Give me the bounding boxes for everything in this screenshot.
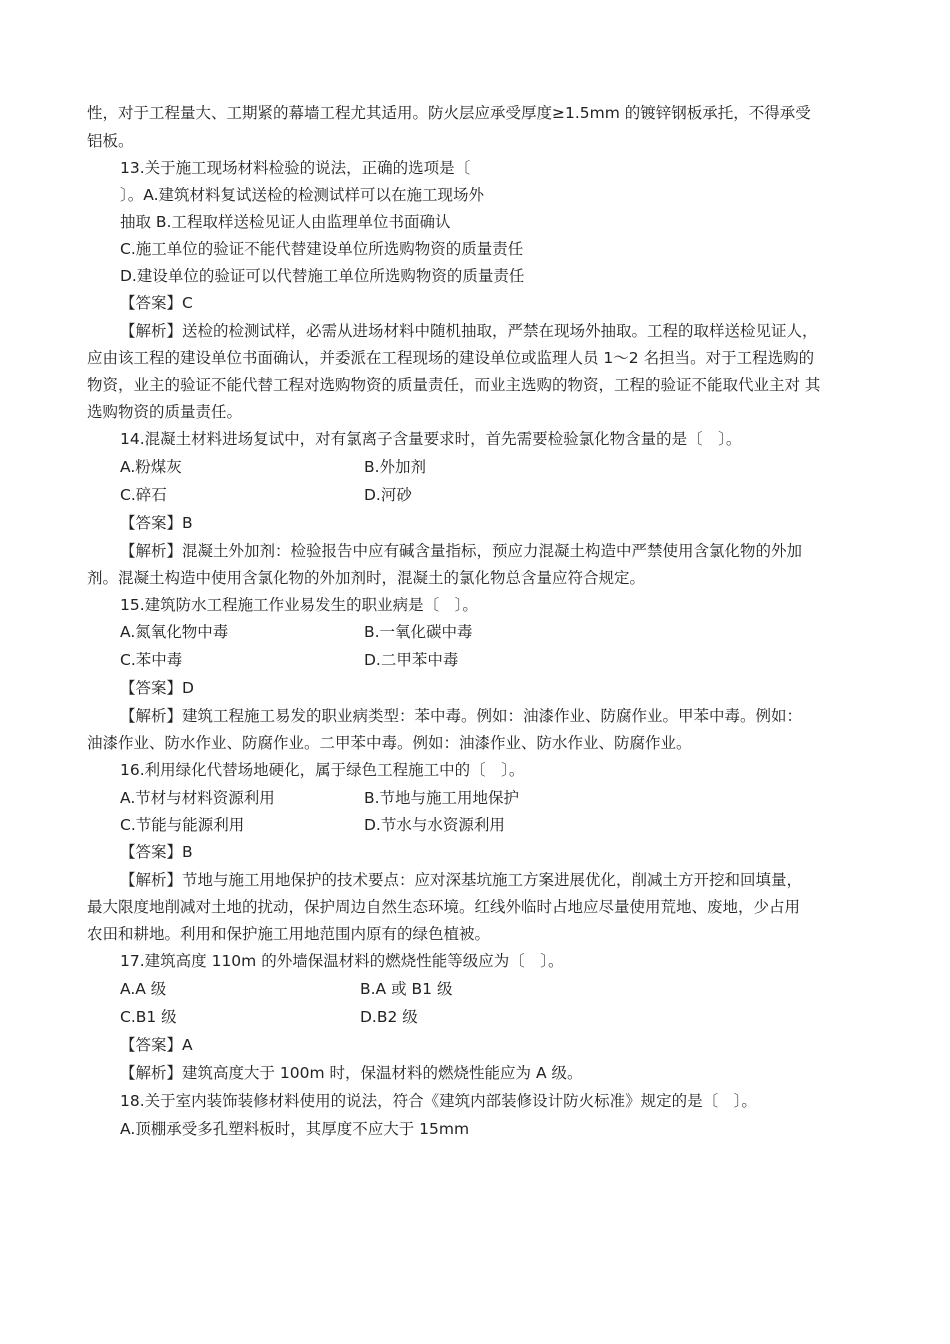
question-16-analysis: 【解析】节地与施工用地保护的技术要点：应对深基坑施工方案进展优化，削减土方开挖和回填量， bbox=[120, 871, 803, 889]
question-16-option-d: D.节水与水资源利用 bbox=[364, 816, 505, 834]
question-18-stem: 18.关于室内装饰装修材料使用的说法，符合《建筑内部装修设计防火标准》规定的是〔 〕。 bbox=[120, 1092, 757, 1110]
question-15-option-a: A.氮氧化物中毒 bbox=[120, 623, 229, 641]
question-14-option-c: C.碎石 bbox=[120, 486, 167, 504]
question-16-answer: 【答案】B bbox=[120, 843, 193, 861]
question-16-analysis: 农田和耕地。利用和保护施工用地范围内原有的绿色植被。 bbox=[87, 925, 491, 943]
intro-line: 性，对于工程量大、工期紧的幕墙工程尤其适用。防火层应承受厚度≥1.5mm 的镀锌钢板承托，不得承受 bbox=[87, 104, 811, 122]
question-15-answer: 【答案】D bbox=[120, 679, 194, 697]
question-13-stem: 13.关于施工现场材料检验的说法，正确的选项是〔 bbox=[120, 159, 471, 177]
question-17-option-c: C.B1 级 bbox=[120, 1008, 177, 1026]
question-14-analysis: 剂。混凝土构造中使用含氯化物的外加剂时，混凝土的氯化物总含量应符合规定。 bbox=[87, 569, 646, 587]
question-15-option-b: B.一氧化碳中毒 bbox=[364, 623, 473, 641]
question-14-option-b: B.外加剂 bbox=[364, 458, 427, 476]
question-17-option-b: B.A 或 B1 级 bbox=[360, 980, 453, 998]
question-13-analysis: 物资，业主的验证不能代替工程对选购物资的质量责任，而业主选购的物资，工程的验证不能取代业主对 其 bbox=[87, 376, 821, 394]
question-14-option-d: D.河砂 bbox=[364, 486, 412, 504]
question-14-answer: 【答案】B bbox=[120, 514, 193, 532]
question-14-option-a: A.粉煤灰 bbox=[120, 458, 182, 476]
question-17-answer: 【答案】A bbox=[120, 1036, 193, 1054]
question-15-analysis: 【解析】建筑工程施工易发的职业病类型：苯中毒。例如：油漆作业、防腐作业。甲苯中毒。例如： bbox=[120, 707, 803, 725]
question-13-answer: 【答案】C bbox=[120, 294, 193, 312]
question-16-option-c: C.节能与能源利用 bbox=[120, 816, 245, 834]
intro-line: 铝板。 bbox=[87, 132, 134, 150]
question-13-option: C.施工单位的验证不能代替建设单位所选购物资的质量责任 bbox=[120, 240, 524, 258]
question-14-stem: 14.混凝土材料进场复试中，对有氯离子含量要求时，首先需要检验氯化物含量的是〔 〕。 bbox=[120, 430, 742, 448]
question-13-analysis: 【解析】送检的检测试样，必需从进场材料中随机抽取，严禁在现场外抽取。工程的取样送检见证人， bbox=[120, 322, 818, 340]
question-15-stem: 15.建筑防水工程施工作业易发生的职业病是〔 〕。 bbox=[120, 596, 478, 614]
question-16-option-b: B.节地与施工用地保护 bbox=[364, 789, 520, 807]
question-13-analysis: 应由该工程的建设单位书面确认，并委派在工程现场的建设单位或监理人员 1～2 名担当。对于工程选购的 bbox=[87, 349, 815, 367]
question-14-analysis: 【解析】混凝土外加剂：检验报告中应有碱含量指标，预应力混凝土构造中严禁使用含氯化物的外加 bbox=[120, 542, 803, 560]
question-16-analysis: 最大限度地削减对土地的扰动，保护周边自然生态环境。红线外临时占地应尽量使用荒地、废地，少占用 bbox=[87, 898, 801, 916]
question-13-line: 抽取 B.工程取样送检见证人由监理单位书面确认 bbox=[120, 213, 451, 231]
question-15-option-d: D.二甲苯中毒 bbox=[364, 651, 459, 669]
question-16-stem: 16.利用绿化代替场地硬化，属于绿色工程施工中的〔 〕。 bbox=[120, 761, 525, 779]
question-17-option-d: D.B2 级 bbox=[360, 1008, 418, 1026]
question-17-option-a: A.A 级 bbox=[120, 980, 167, 998]
question-17-analysis: 【解析】建筑高度大于 100m 时，保温材料的燃烧性能应为 A 级。 bbox=[120, 1064, 583, 1082]
question-13-option: D.建设单位的验证可以代替施工单位所选购物资的质量责任 bbox=[120, 267, 525, 285]
question-13-analysis: 选购物资的质量责任。 bbox=[87, 403, 243, 421]
question-18-option-a: A.顶棚承受多孔塑料板时，其厚度不应大于 15mm bbox=[120, 1120, 470, 1138]
question-15-analysis: 油漆作业、防水作业、防腐作业。二甲苯中毒。例如：油漆作业、防水作业、防腐作业。 bbox=[87, 734, 692, 752]
question-17-stem: 17.建筑高度 110m 的外墙保温材料的燃烧性能等级应为〔 〕。 bbox=[120, 952, 564, 970]
question-15-option-c: C.苯中毒 bbox=[120, 651, 183, 669]
question-13-line: 〕。A.建筑材料复试送检的检测试样可以在施工现场外 bbox=[120, 186, 485, 204]
question-16-option-a: A.节材与材料资源利用 bbox=[120, 789, 275, 807]
